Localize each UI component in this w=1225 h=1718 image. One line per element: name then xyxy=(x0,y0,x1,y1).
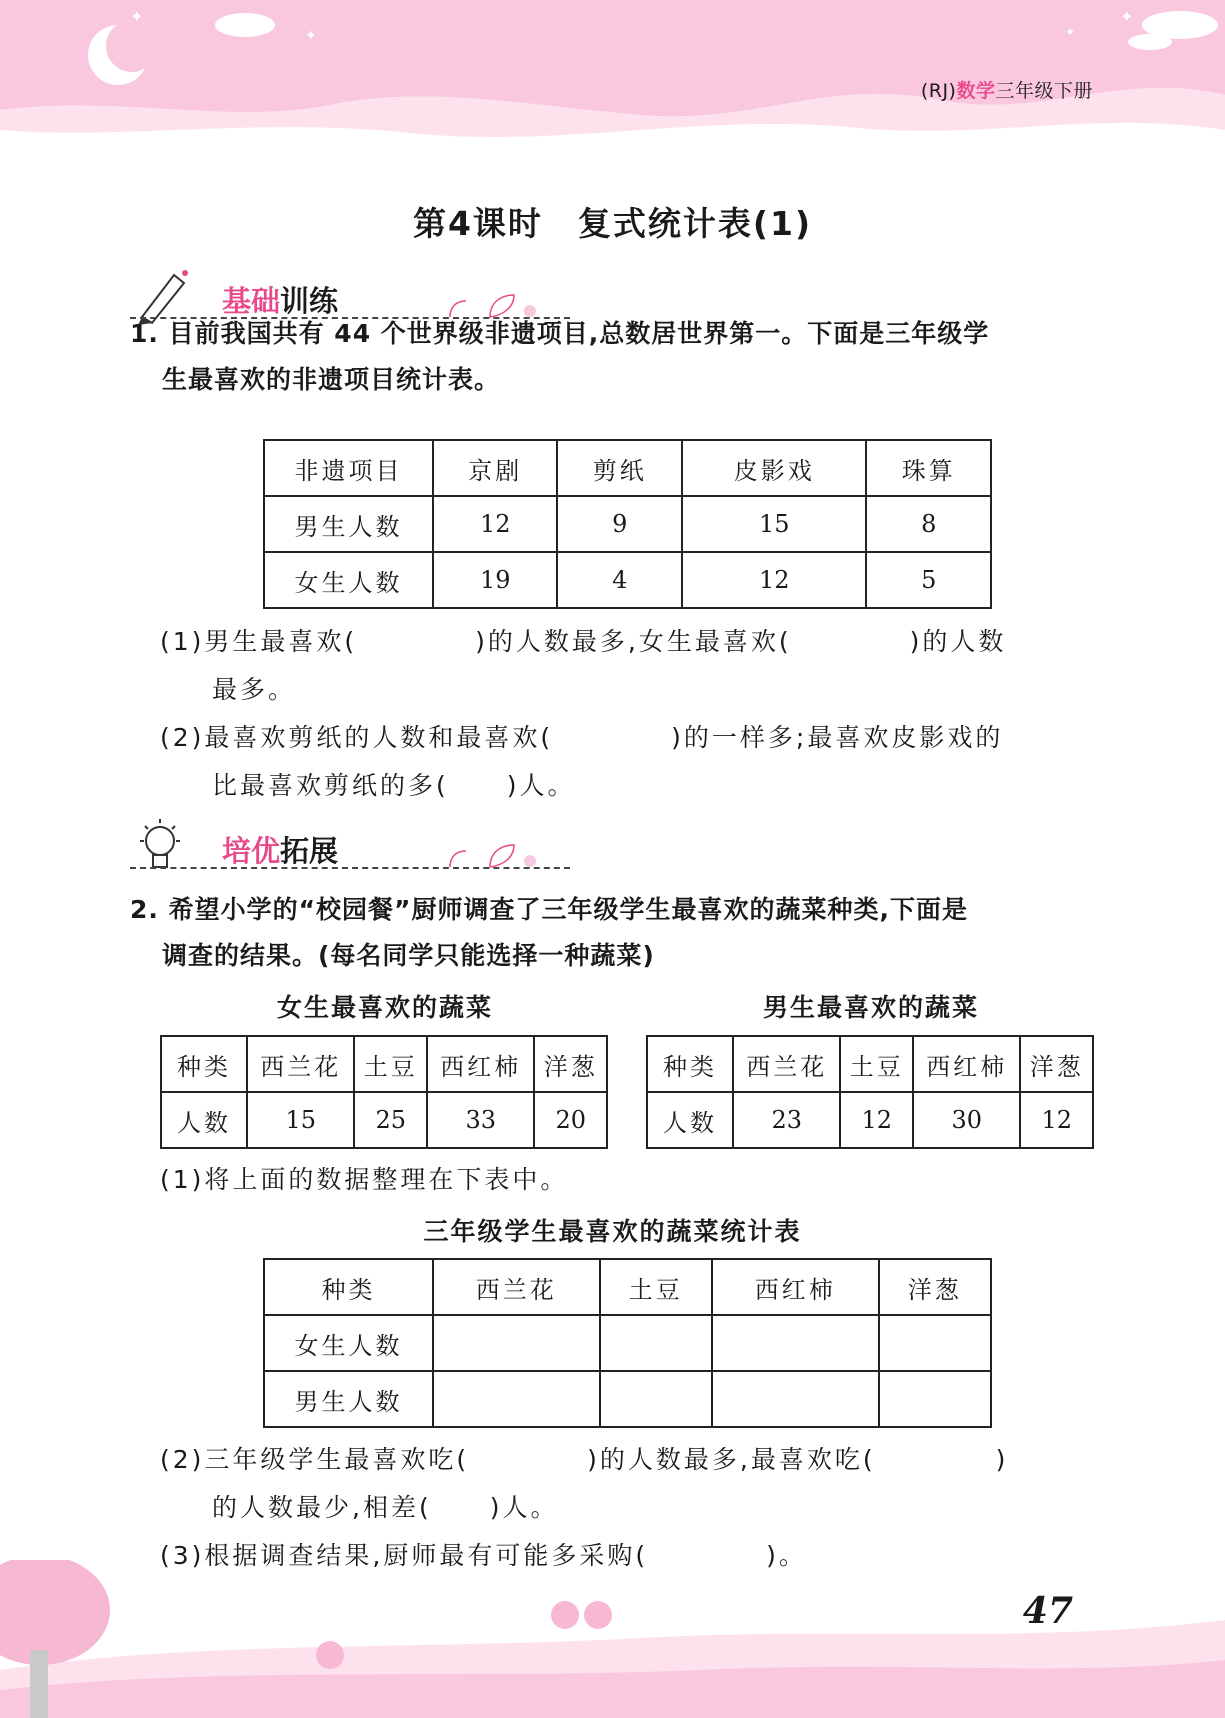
table-header-cell: 西红柿 xyxy=(913,1036,1020,1092)
q2-p3-text: (3)根据调查结果,厨师最有可能多采购( xyxy=(160,1541,649,1570)
q1-part2 xyxy=(160,714,1100,762)
table-cell: 30 xyxy=(913,1092,1020,1148)
svg-text:✦: ✦ xyxy=(1065,25,1076,39)
table-header-cell: 种类 xyxy=(161,1036,247,1092)
table-cell: 12 xyxy=(1020,1092,1093,1148)
svg-text:✦: ✦ xyxy=(1120,7,1134,26)
q1-part2-cont xyxy=(212,762,576,810)
q2-p2-text: )的人数最多,最喜欢吃( xyxy=(587,1445,876,1474)
table-header-cell: 洋葱 xyxy=(879,1259,991,1315)
summary-table-caption: 三年级学生最喜欢的蔬菜统计表 xyxy=(423,1217,802,1246)
section-title-pink: 基础 xyxy=(222,284,281,318)
q2-part1: (1)将上面的数据整理在下表中。 xyxy=(160,1165,569,1194)
section-title-dark: 拓展 xyxy=(280,834,339,868)
table-header-cell: 非遗项目 xyxy=(264,440,433,496)
table-cell: 15 xyxy=(682,496,867,552)
sprout-icon xyxy=(430,833,540,869)
section-title-pink: 培优 xyxy=(222,834,281,868)
answer-cell[interactable] xyxy=(433,1315,600,1371)
summary-vegetable-table xyxy=(263,1258,992,1428)
row-label-count: 人数 xyxy=(161,1092,247,1148)
heritage-table xyxy=(263,439,992,609)
table-header-cell: 西兰花 xyxy=(247,1036,354,1092)
q1-p2-text: (2)最喜欢剪纸的人数和最喜欢( xyxy=(160,723,554,752)
answer-cell[interactable] xyxy=(712,1371,879,1427)
table-header-cell: 珠算 xyxy=(866,440,991,496)
table-cell: 20 xyxy=(534,1092,607,1148)
table-cell: 12 xyxy=(682,552,867,608)
q2-part2 xyxy=(160,1436,1100,1484)
table-header-cell: 种类 xyxy=(647,1036,733,1092)
table-header-cell: 土豆 xyxy=(840,1036,913,1092)
table-cell: 15 xyxy=(247,1092,354,1148)
table-cell: 25 xyxy=(354,1092,427,1148)
q2-text-line2: 调查的结果。(每名同学只能选择一种蔬菜) xyxy=(162,941,655,970)
lightbulb-icon xyxy=(132,815,192,875)
q2-p3-text: )。 xyxy=(766,1541,807,1570)
q1-p2-text: 比最喜欢剪纸的多( xyxy=(212,771,449,800)
answer-cell[interactable] xyxy=(433,1371,600,1427)
footer-decoration xyxy=(0,1560,1225,1718)
table-header-cell: 土豆 xyxy=(600,1259,712,1315)
table-cell: 8 xyxy=(866,496,991,552)
table-cell: 9 xyxy=(557,496,681,552)
row-label-boys: 男生人数 xyxy=(264,496,433,552)
answer-cell[interactable] xyxy=(712,1315,879,1371)
table-header-cell: 皮影戏 xyxy=(682,440,867,496)
boys-vegetable-table xyxy=(646,1035,1094,1149)
answer-cell[interactable] xyxy=(879,1315,991,1371)
answer-cell[interactable] xyxy=(600,1315,712,1371)
table-header-cell: 种类 xyxy=(264,1259,433,1315)
svg-text:✦: ✦ xyxy=(130,7,144,26)
girls-vegetable-table xyxy=(160,1035,608,1149)
grade-label: 三年级下册 xyxy=(995,80,1093,102)
table-header-cell: 西红柿 xyxy=(427,1036,534,1092)
lesson-title: 第4课时 复式统计表(1) xyxy=(412,204,813,243)
table-header-cell: 洋葱 xyxy=(534,1036,607,1092)
table-cell: 12 xyxy=(433,496,557,552)
q1-p2-text: )人。 xyxy=(506,771,576,800)
q2-p2-text: (2)三年级学生最喜欢吃( xyxy=(160,1445,470,1474)
table-header-cell: 土豆 xyxy=(354,1036,427,1092)
section-heading-advanced xyxy=(130,815,570,875)
book-code: (RJ) xyxy=(920,80,957,102)
q1-text-line1: 1. 目前我国共有 44 个世界级非遗项目,总数居世界第一。下面是三年级学 xyxy=(130,319,990,348)
q2-part2-cont xyxy=(212,1484,558,1532)
q2-p2-text: ) xyxy=(995,1445,1009,1474)
table-header-cell: 剪纸 xyxy=(557,440,681,496)
table-cell: 33 xyxy=(427,1092,534,1148)
row-label-girls: 女生人数 xyxy=(264,552,433,608)
table-header-cell: 西兰花 xyxy=(433,1259,600,1315)
q2-text-line1: 2. 希望小学的“校园餐”厨师调查了三年级学生最喜欢的蔬菜种类,下面是 xyxy=(130,895,968,924)
q1-p1-text: )的人数 xyxy=(909,627,1007,656)
boys-table-caption: 男生最喜欢的蔬菜 xyxy=(762,993,979,1022)
section-title-dark: 训练 xyxy=(280,284,339,318)
table-header-cell: 西兰花 xyxy=(733,1036,840,1092)
header-decoration xyxy=(0,0,1225,150)
table-header-cell: 西红柿 xyxy=(712,1259,879,1315)
table-cell: 19 xyxy=(433,552,557,608)
q1-part1-cont: 最多。 xyxy=(212,675,297,704)
subject-label: 数学 xyxy=(956,80,996,102)
q1-text-line2: 生最喜欢的非遗项目统计表。 xyxy=(162,365,501,394)
girls-table-caption: 女生最喜欢的蔬菜 xyxy=(276,993,493,1022)
table-cell: 12 xyxy=(840,1092,913,1148)
table-header-cell: 京剧 xyxy=(433,440,557,496)
table-cell: 4 xyxy=(557,552,681,608)
q2-p2-text: )人。 xyxy=(489,1493,559,1522)
answer-cell[interactable] xyxy=(879,1371,991,1427)
table-cell: 5 xyxy=(866,552,991,608)
svg-text:✦: ✦ xyxy=(305,28,317,44)
q1-p1-text: (1)男生最喜欢( xyxy=(160,627,358,656)
row-label-boys: 男生人数 xyxy=(264,1371,433,1427)
q2-p2-text: 的人数最少,相差( xyxy=(212,1493,432,1522)
table-header-cell: 洋葱 xyxy=(1020,1036,1093,1092)
row-label-girls: 女生人数 xyxy=(264,1315,433,1371)
q1-p2-text: )的一样多;最喜欢皮影戏的 xyxy=(671,723,1004,752)
row-label-count: 人数 xyxy=(647,1092,733,1148)
table-cell: 23 xyxy=(733,1092,840,1148)
q1-part1 xyxy=(160,618,1100,666)
answer-cell[interactable] xyxy=(600,1371,712,1427)
book-label xyxy=(921,76,1093,103)
q1-p1-text: )的人数最多,女生最喜欢( xyxy=(475,627,792,656)
page-number: 47 xyxy=(1022,1590,1073,1632)
